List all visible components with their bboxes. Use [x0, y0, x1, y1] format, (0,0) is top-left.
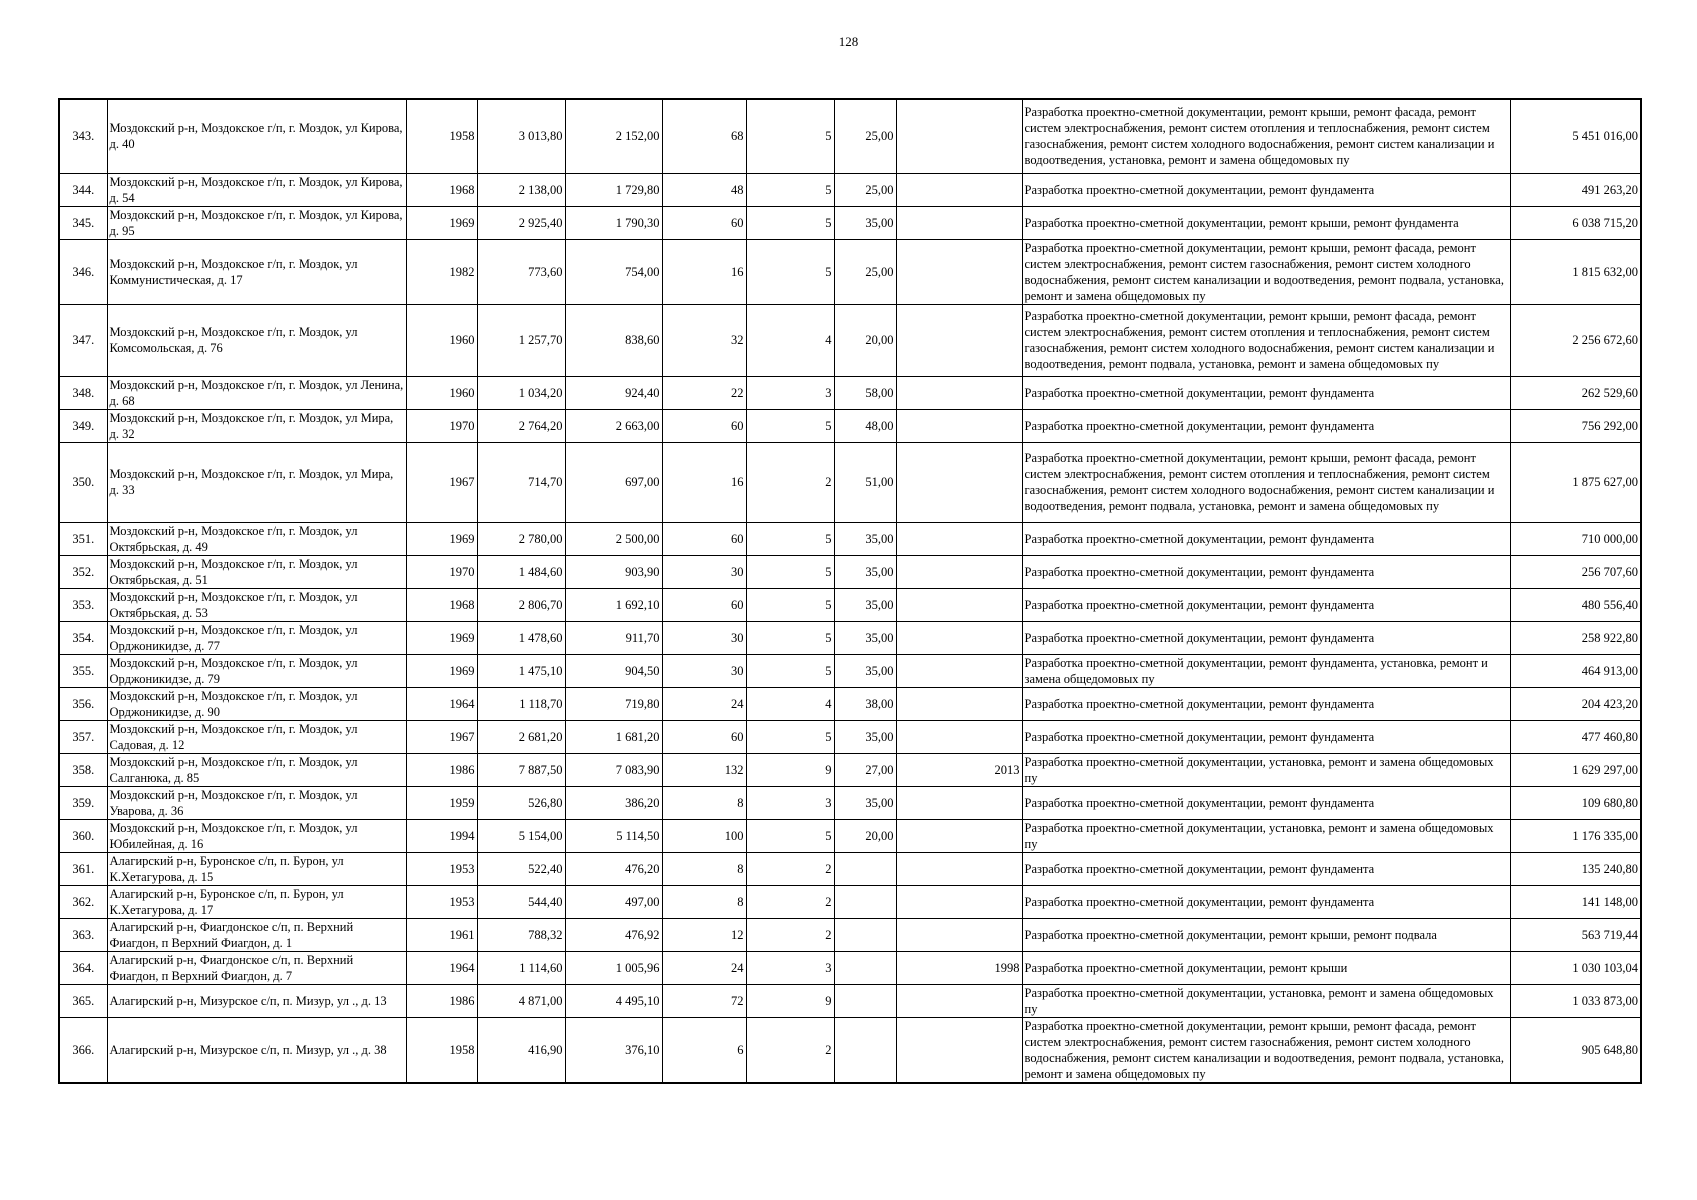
floors-cell: 5 — [746, 555, 834, 588]
residents-cell: 16 — [662, 442, 746, 522]
row-number: 358. — [59, 753, 107, 786]
living-area-cell: 386,20 — [565, 786, 662, 819]
housing-repair-table — [58, 98, 1642, 1084]
row-number: 347. — [59, 304, 107, 376]
wear-cell: 51,00 — [834, 442, 896, 522]
table-row — [59, 522, 1641, 555]
last-repair-cell — [896, 1017, 1022, 1083]
floors-cell: 5 — [746, 522, 834, 555]
address-cell: Моздокский р-н, Моздокское г/п, г. Моздок, ул Садовая, д. 12 — [107, 720, 406, 753]
works-cell: Разработка проектно-сметной документации, ремонт фундамента — [1022, 173, 1510, 206]
last-repair-cell — [896, 522, 1022, 555]
works-cell: Разработка проектно-сметной документации, ремонт фундамента — [1022, 786, 1510, 819]
row-number: 356. — [59, 687, 107, 720]
residents-cell: 12 — [662, 918, 746, 951]
works-cell: Разработка проектно-сметной документации, ремонт фундамента — [1022, 376, 1510, 409]
living-area-cell: 7 083,90 — [565, 753, 662, 786]
total-area-cell: 2 138,00 — [477, 173, 565, 206]
address-cell: Моздокский р-н, Моздокское г/п, г. Моздок, ул Октябрьская, д. 49 — [107, 522, 406, 555]
total-area-cell: 2 806,70 — [477, 588, 565, 621]
row-number: 353. — [59, 588, 107, 621]
residents-cell: 100 — [662, 819, 746, 852]
last-repair-cell — [896, 786, 1022, 819]
floors-cell: 3 — [746, 786, 834, 819]
address-cell: Алагирский р-н, Фиагдонское с/п, п. Верхний Фиагдон, п Верхний Фиагдон, д. 1 — [107, 918, 406, 951]
cost-cell: 1 815 632,00 — [1510, 239, 1641, 304]
floors-cell: 5 — [746, 409, 834, 442]
address-cell: Моздокский р-н, Моздокское г/п, г. Моздок, ул Кирова, д. 40 — [107, 99, 406, 173]
row-number: 366. — [59, 1017, 107, 1083]
living-area-cell: 904,50 — [565, 654, 662, 687]
wear-cell — [834, 951, 896, 984]
floors-cell: 2 — [746, 442, 834, 522]
cost-cell: 1 033 873,00 — [1510, 984, 1641, 1017]
row-number: 355. — [59, 654, 107, 687]
table-row — [59, 376, 1641, 409]
row-number: 365. — [59, 984, 107, 1017]
wear-cell: 25,00 — [834, 99, 896, 173]
floors-cell: 9 — [746, 753, 834, 786]
row-number: 346. — [59, 239, 107, 304]
residents-cell: 24 — [662, 687, 746, 720]
address-cell: Моздокский р-н, Моздокское г/п, г. Моздок, ул Октябрьская, д. 53 — [107, 588, 406, 621]
wear-cell: 35,00 — [834, 720, 896, 753]
last-repair-cell: 1998 — [896, 951, 1022, 984]
last-repair-cell — [896, 852, 1022, 885]
year-cell: 1969 — [406, 206, 477, 239]
wear-cell: 35,00 — [834, 522, 896, 555]
works-cell: Разработка проектно-сметной документации, ремонт крыши — [1022, 951, 1510, 984]
total-area-cell: 2 925,40 — [477, 206, 565, 239]
total-area-cell: 1 475,10 — [477, 654, 565, 687]
table-row — [59, 687, 1641, 720]
year-cell: 1969 — [406, 654, 477, 687]
living-area-cell: 2 152,00 — [565, 99, 662, 173]
table-row — [59, 206, 1641, 239]
floors-cell: 2 — [746, 918, 834, 951]
floors-cell: 2 — [746, 852, 834, 885]
wear-cell — [834, 852, 896, 885]
cost-cell: 905 648,80 — [1510, 1017, 1641, 1083]
total-area-cell: 5 154,00 — [477, 819, 565, 852]
year-cell: 1986 — [406, 753, 477, 786]
row-number: 360. — [59, 819, 107, 852]
row-number: 348. — [59, 376, 107, 409]
works-cell: Разработка проектно-сметной документации, установка, ремонт и замена общедомовых пу — [1022, 984, 1510, 1017]
last-repair-cell — [896, 409, 1022, 442]
year-cell: 1982 — [406, 239, 477, 304]
row-number: 344. — [59, 173, 107, 206]
address-cell: Алагирский р-н, Фиагдонское с/п, п. Верхний Фиагдон, п Верхний Фиагдон, д. 7 — [107, 951, 406, 984]
wear-cell: 35,00 — [834, 588, 896, 621]
last-repair-cell — [896, 687, 1022, 720]
last-repair-cell — [896, 173, 1022, 206]
total-area-cell: 4 871,00 — [477, 984, 565, 1017]
cost-cell: 563 719,44 — [1510, 918, 1641, 951]
works-cell: Разработка проектно-сметной документации, ремонт крыши, ремонт фасада, ремонт систем электроснабжения, ремонт систем отопления и теплоснабжения, ремонт систем газоснабжения, ремонт систем холодного водоснабжения, ремонт систем канализации и водоотведения, ремонт подвала, установка, ремонт и замена общедомовых пу — [1022, 442, 1510, 522]
total-area-cell: 1 257,70 — [477, 304, 565, 376]
year-cell: 1967 — [406, 442, 477, 522]
wear-cell: 35,00 — [834, 654, 896, 687]
table-row — [59, 819, 1641, 852]
residents-cell: 22 — [662, 376, 746, 409]
works-cell: Разработка проектно-сметной документации, ремонт крыши, ремонт фасада, ремонт систем электроснабжения, ремонт систем газоснабжения, ремонт систем холодного водоснабжения, ремонт систем канализации и водоотведения, ремонт подвала, установка, ремонт и замена общедомовых пу — [1022, 1017, 1510, 1083]
table-row — [59, 720, 1641, 753]
living-area-cell: 1 005,96 — [565, 951, 662, 984]
year-cell: 1970 — [406, 409, 477, 442]
row-number: 350. — [59, 442, 107, 522]
floors-cell: 2 — [746, 1017, 834, 1083]
table-row — [59, 1017, 1641, 1083]
living-area-cell: 838,60 — [565, 304, 662, 376]
living-area-cell: 5 114,50 — [565, 819, 662, 852]
living-area-cell: 1 790,30 — [565, 206, 662, 239]
row-number: 363. — [59, 918, 107, 951]
living-area-cell: 476,20 — [565, 852, 662, 885]
address-cell: Моздокский р-н, Моздокское г/п, г. Моздок, ул Кирова, д. 54 — [107, 173, 406, 206]
total-area-cell: 2 780,00 — [477, 522, 565, 555]
cost-cell: 491 263,20 — [1510, 173, 1641, 206]
cost-cell: 6 038 715,20 — [1510, 206, 1641, 239]
total-area-cell: 7 887,50 — [477, 753, 565, 786]
year-cell: 1961 — [406, 918, 477, 951]
last-repair-cell — [896, 819, 1022, 852]
living-area-cell: 1 681,20 — [565, 720, 662, 753]
works-cell: Разработка проектно-сметной документации, ремонт крыши, ремонт подвала — [1022, 918, 1510, 951]
floors-cell: 5 — [746, 588, 834, 621]
residents-cell: 30 — [662, 555, 746, 588]
year-cell: 1958 — [406, 99, 477, 173]
row-number: 349. — [59, 409, 107, 442]
cost-cell: 135 240,80 — [1510, 852, 1641, 885]
year-cell: 1964 — [406, 687, 477, 720]
floors-cell: 5 — [746, 239, 834, 304]
address-cell: Моздокский р-н, Моздокское г/п, г. Моздок, ул Орджоникидзе, д. 77 — [107, 621, 406, 654]
table-row — [59, 409, 1641, 442]
cost-cell: 204 423,20 — [1510, 687, 1641, 720]
total-area-cell: 1 118,70 — [477, 687, 565, 720]
last-repair-cell — [896, 885, 1022, 918]
address-cell: Моздокский р-н, Моздокское г/п, г. Моздок, ул Мира, д. 32 — [107, 409, 406, 442]
address-cell: Моздокский р-н, Моздокское г/п, г. Моздок, ул Ленина, д. 68 — [107, 376, 406, 409]
works-cell: Разработка проектно-сметной документации, ремонт фундамента — [1022, 852, 1510, 885]
living-area-cell: 2 500,00 — [565, 522, 662, 555]
row-number: 352. — [59, 555, 107, 588]
residents-cell: 6 — [662, 1017, 746, 1083]
year-cell: 1964 — [406, 951, 477, 984]
wear-cell: 35,00 — [834, 786, 896, 819]
living-area-cell: 1 729,80 — [565, 173, 662, 206]
floors-cell: 3 — [746, 376, 834, 409]
living-area-cell: 2 663,00 — [565, 409, 662, 442]
residents-cell: 8 — [662, 786, 746, 819]
cost-cell: 141 148,00 — [1510, 885, 1641, 918]
row-number: 361. — [59, 852, 107, 885]
residents-cell: 32 — [662, 304, 746, 376]
last-repair-cell: 2013 — [896, 753, 1022, 786]
works-cell: Разработка проектно-сметной документации, установка, ремонт и замена общедомовых пу — [1022, 819, 1510, 852]
residents-cell: 48 — [662, 173, 746, 206]
year-cell: 1967 — [406, 720, 477, 753]
address-cell: Алагирский р-н, Мизурское с/п, п. Мизур, ул ., д. 38 — [107, 1017, 406, 1083]
address-cell: Моздокский р-н, Моздокское г/п, г. Моздок, ул Комсомольская, д. 76 — [107, 304, 406, 376]
year-cell: 1960 — [406, 376, 477, 409]
table-row — [59, 951, 1641, 984]
address-cell: Моздокский р-н, Моздокское г/п, г. Моздок, ул Юбилейная, д. 16 — [107, 819, 406, 852]
last-repair-cell — [896, 376, 1022, 409]
table-row — [59, 852, 1641, 885]
table-row — [59, 885, 1641, 918]
table-row — [59, 654, 1641, 687]
works-cell: Разработка проектно-сметной документации, ремонт фундамента — [1022, 885, 1510, 918]
address-cell: Моздокский р-н, Моздокское г/п, г. Моздок, ул Коммунистическая, д. 17 — [107, 239, 406, 304]
residents-cell: 60 — [662, 206, 746, 239]
cost-cell: 480 556,40 — [1510, 588, 1641, 621]
cost-cell: 756 292,00 — [1510, 409, 1641, 442]
living-area-cell: 497,00 — [565, 885, 662, 918]
year-cell: 1969 — [406, 522, 477, 555]
last-repair-cell — [896, 720, 1022, 753]
floors-cell: 5 — [746, 819, 834, 852]
year-cell: 1970 — [406, 555, 477, 588]
living-area-cell: 903,90 — [565, 555, 662, 588]
row-number: 362. — [59, 885, 107, 918]
total-area-cell: 1 478,60 — [477, 621, 565, 654]
table-row — [59, 442, 1641, 522]
address-cell: Моздокский р-н, Моздокское г/п, г. Моздок, ул Орджоникидзе, д. 90 — [107, 687, 406, 720]
table-row — [59, 621, 1641, 654]
residents-cell: 60 — [662, 588, 746, 621]
living-area-cell: 376,10 — [565, 1017, 662, 1083]
works-cell: Разработка проектно-сметной документации, ремонт фундамента — [1022, 555, 1510, 588]
cost-cell: 2 256 672,60 — [1510, 304, 1641, 376]
row-number: 354. — [59, 621, 107, 654]
residents-cell: 132 — [662, 753, 746, 786]
cost-cell: 258 922,80 — [1510, 621, 1641, 654]
total-area-cell: 416,90 — [477, 1017, 565, 1083]
total-area-cell: 2 681,20 — [477, 720, 565, 753]
total-area-cell: 2 764,20 — [477, 409, 565, 442]
wear-cell: 27,00 — [834, 753, 896, 786]
year-cell: 1953 — [406, 885, 477, 918]
living-area-cell: 4 495,10 — [565, 984, 662, 1017]
address-cell: Моздокский р-н, Моздокское г/п, г. Моздок, ул Орджоникидзе, д. 79 — [107, 654, 406, 687]
total-area-cell: 1 484,60 — [477, 555, 565, 588]
floors-cell: 3 — [746, 951, 834, 984]
cost-cell: 262 529,60 — [1510, 376, 1641, 409]
residents-cell: 60 — [662, 522, 746, 555]
residents-cell: 30 — [662, 654, 746, 687]
works-cell: Разработка проектно-сметной документации, ремонт фундамента — [1022, 720, 1510, 753]
year-cell: 1994 — [406, 819, 477, 852]
address-cell: Моздокский р-н, Моздокское г/п, г. Моздок, ул Уварова, д. 36 — [107, 786, 406, 819]
wear-cell: 25,00 — [834, 173, 896, 206]
wear-cell: 35,00 — [834, 621, 896, 654]
table-row — [59, 786, 1641, 819]
table-body — [59, 99, 1641, 1083]
cost-cell: 256 707,60 — [1510, 555, 1641, 588]
wear-cell: 35,00 — [834, 555, 896, 588]
last-repair-cell — [896, 99, 1022, 173]
wear-cell: 58,00 — [834, 376, 896, 409]
works-cell: Разработка проектно-сметной документации, ремонт крыши, ремонт фундамента — [1022, 206, 1510, 239]
table-row — [59, 918, 1641, 951]
row-number: 351. — [59, 522, 107, 555]
residents-cell: 24 — [662, 951, 746, 984]
year-cell: 1969 — [406, 621, 477, 654]
year-cell: 1968 — [406, 173, 477, 206]
table-row — [59, 99, 1641, 173]
cost-cell: 1 176 335,00 — [1510, 819, 1641, 852]
total-area-cell: 1 034,20 — [477, 376, 565, 409]
cost-cell: 477 460,80 — [1510, 720, 1641, 753]
address-cell: Алагирский р-н, Буронское с/п, п. Бурон, ул К.Хетагурова, д. 17 — [107, 885, 406, 918]
floors-cell: 5 — [746, 654, 834, 687]
year-cell: 1968 — [406, 588, 477, 621]
floors-cell: 5 — [746, 720, 834, 753]
row-number: 343. — [59, 99, 107, 173]
wear-cell — [834, 984, 896, 1017]
last-repair-cell — [896, 918, 1022, 951]
table-row — [59, 555, 1641, 588]
table-row — [59, 753, 1641, 786]
row-number: 345. — [59, 206, 107, 239]
works-cell: Разработка проектно-сметной документации, ремонт фундамента — [1022, 588, 1510, 621]
residents-cell: 16 — [662, 239, 746, 304]
floors-cell: 4 — [746, 687, 834, 720]
living-area-cell: 476,92 — [565, 918, 662, 951]
total-area-cell: 773,60 — [477, 239, 565, 304]
table-row — [59, 304, 1641, 376]
wear-cell: 25,00 — [834, 239, 896, 304]
works-cell: Разработка проектно-сметной документации, установка, ремонт и замена общедомовых пу — [1022, 753, 1510, 786]
address-cell: Алагирский р-н, Мизурское с/п, п. Мизур, ул ., д. 13 — [107, 984, 406, 1017]
works-cell: Разработка проектно-сметной документации, ремонт крыши, ремонт фасада, ремонт систем электроснабжения, ремонт систем газоснабжения, ремонт систем холодного водоснабжения, ремонт систем канализации и водоотведения, ремонт подвала, установка, ремонт и замена общедомовых пу — [1022, 239, 1510, 304]
residents-cell: 60 — [662, 720, 746, 753]
floors-cell: 5 — [746, 99, 834, 173]
residents-cell: 60 — [662, 409, 746, 442]
total-area-cell: 544,40 — [477, 885, 565, 918]
address-cell: Моздокский р-н, Моздокское г/п, г. Моздок, ул Кирова, д. 95 — [107, 206, 406, 239]
last-repair-cell — [896, 304, 1022, 376]
table-row — [59, 984, 1641, 1017]
total-area-cell: 788,32 — [477, 918, 565, 951]
residents-cell: 30 — [662, 621, 746, 654]
table-row — [59, 588, 1641, 621]
works-cell: Разработка проектно-сметной документации, ремонт крыши, ремонт фасада, ремонт систем электроснабжения, ремонт систем отопления и теплоснабжения, ремонт систем газоснабжения, ремонт систем холодного водоснабжения, ремонт систем канализации и водоотведения, установка, ремонт и замена общедомовых пу — [1022, 99, 1510, 173]
wear-cell: 38,00 — [834, 687, 896, 720]
works-cell: Разработка проектно-сметной документации, ремонт фундамента — [1022, 522, 1510, 555]
residents-cell: 68 — [662, 99, 746, 173]
cost-cell: 1 629 297,00 — [1510, 753, 1641, 786]
address-cell: Моздокский р-н, Моздокское г/п, г. Моздок, ул Мира, д. 33 — [107, 442, 406, 522]
table-row — [59, 173, 1641, 206]
residents-cell: 8 — [662, 852, 746, 885]
cost-cell: 464 913,00 — [1510, 654, 1641, 687]
total-area-cell: 522,40 — [477, 852, 565, 885]
total-area-cell: 3 013,80 — [477, 99, 565, 173]
address-cell: Алагирский р-н, Буронское с/п, п. Бурон, ул К.Хетагурова, д. 15 — [107, 852, 406, 885]
floors-cell: 5 — [746, 206, 834, 239]
total-area-cell: 714,70 — [477, 442, 565, 522]
living-area-cell: 697,00 — [565, 442, 662, 522]
last-repair-cell — [896, 442, 1022, 522]
year-cell: 1959 — [406, 786, 477, 819]
page-number: 128 — [838, 34, 859, 49]
wear-cell — [834, 885, 896, 918]
wear-cell: 20,00 — [834, 304, 896, 376]
floors-cell: 5 — [746, 173, 834, 206]
wear-cell — [834, 1017, 896, 1083]
year-cell: 1986 — [406, 984, 477, 1017]
works-cell: Разработка проектно-сметной документации, ремонт фундамента, установка, ремонт и замена общедомовых пу — [1022, 654, 1510, 687]
last-repair-cell — [896, 588, 1022, 621]
year-cell: 1958 — [406, 1017, 477, 1083]
floors-cell: 9 — [746, 984, 834, 1017]
floors-cell: 5 — [746, 621, 834, 654]
address-cell: Моздокский р-н, Моздокское г/п, г. Моздок, ул Салганюка, д. 85 — [107, 753, 406, 786]
cost-cell: 710 000,00 — [1510, 522, 1641, 555]
living-area-cell: 911,70 — [565, 621, 662, 654]
wear-cell: 48,00 — [834, 409, 896, 442]
year-cell: 1960 — [406, 304, 477, 376]
works-cell: Разработка проектно-сметной документации, ремонт фундамента — [1022, 409, 1510, 442]
cost-cell: 1 875 627,00 — [1510, 442, 1641, 522]
year-cell: 1953 — [406, 852, 477, 885]
residents-cell: 72 — [662, 984, 746, 1017]
wear-cell: 35,00 — [834, 206, 896, 239]
residents-cell: 8 — [662, 885, 746, 918]
last-repair-cell — [896, 206, 1022, 239]
living-area-cell: 754,00 — [565, 239, 662, 304]
living-area-cell: 719,80 — [565, 687, 662, 720]
floors-cell: 4 — [746, 304, 834, 376]
total-area-cell: 1 114,60 — [477, 951, 565, 984]
cost-cell: 1 030 103,04 — [1510, 951, 1641, 984]
wear-cell: 20,00 — [834, 819, 896, 852]
last-repair-cell — [896, 555, 1022, 588]
address-cell: Моздокский р-н, Моздокское г/п, г. Моздок, ул Октябрьская, д. 51 — [107, 555, 406, 588]
living-area-cell: 924,40 — [565, 376, 662, 409]
table-row — [59, 239, 1641, 304]
cost-cell: 5 451 016,00 — [1510, 99, 1641, 173]
works-cell: Разработка проектно-сметной документации, ремонт фундамента — [1022, 687, 1510, 720]
wear-cell — [834, 918, 896, 951]
row-number: 364. — [59, 951, 107, 984]
floors-cell: 2 — [746, 885, 834, 918]
living-area-cell: 1 692,10 — [565, 588, 662, 621]
works-cell: Разработка проектно-сметной документации, ремонт крыши, ремонт фасада, ремонт систем электроснабжения, ремонт систем отопления и теплоснабжения, ремонт систем газоснабжения, ремонт систем холодного водоснабжения, ремонт систем канализации и водоотведения, ремонт подвала, установка, ремонт и замена общедомовых пу — [1022, 304, 1510, 376]
last-repair-cell — [896, 621, 1022, 654]
row-number: 359. — [59, 786, 107, 819]
total-area-cell: 526,80 — [477, 786, 565, 819]
works-cell: Разработка проектно-сметной документации, ремонт фундамента — [1022, 621, 1510, 654]
last-repair-cell — [896, 654, 1022, 687]
row-number: 357. — [59, 720, 107, 753]
cost-cell: 109 680,80 — [1510, 786, 1641, 819]
last-repair-cell — [896, 984, 1022, 1017]
last-repair-cell — [896, 239, 1022, 304]
